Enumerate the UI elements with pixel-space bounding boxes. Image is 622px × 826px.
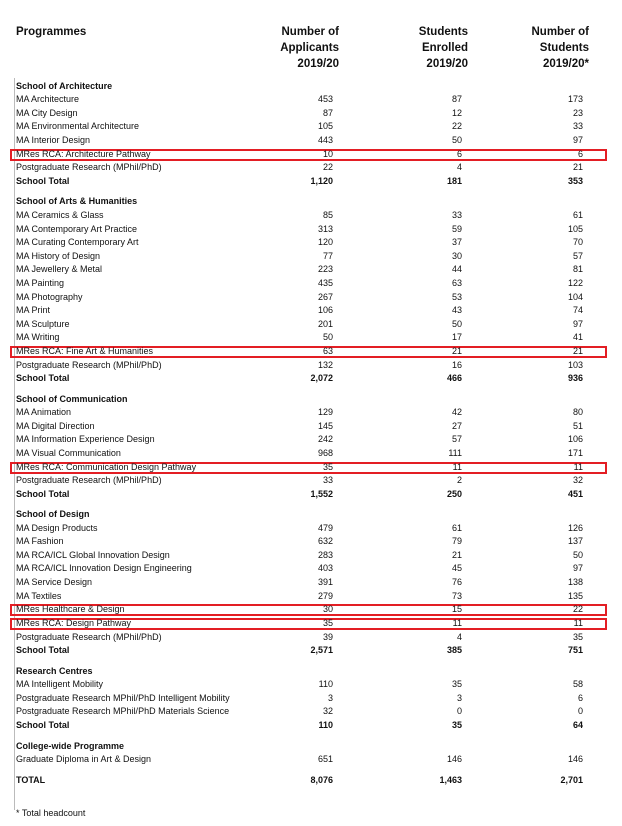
enrolled-value: 6	[456, 149, 462, 159]
students-value: 58	[572, 679, 583, 689]
programme-name: Research Centres	[16, 666, 93, 676]
students-value: 2,701	[560, 775, 583, 785]
programme-row	[16, 209, 604, 223]
applicants-value: 35	[322, 618, 333, 628]
school-total-row	[16, 774, 604, 788]
programme-row	[16, 236, 604, 250]
enrolled-value: 4	[456, 632, 462, 642]
applicants-value: 2,571	[310, 645, 333, 655]
applicants-value: 85	[322, 210, 333, 220]
applicants-value: 435	[317, 278, 333, 288]
students-value: 97	[572, 319, 583, 329]
students-value: 50	[572, 550, 583, 560]
students-value: 105	[567, 224, 583, 234]
enrolled-value: 4	[456, 162, 462, 172]
applicants-value: 1,552	[310, 489, 333, 499]
applicants-value: 1,120	[310, 176, 333, 186]
programme-name: MA Jewellery & Metal	[16, 264, 103, 274]
enrolled-value: 30	[451, 251, 462, 261]
header-enrolled	[419, 24, 468, 72]
programme-name: MRes RCA: Communication Design Pathway	[16, 462, 197, 472]
programme-row	[16, 576, 604, 590]
programme-name: MA Fashion	[16, 536, 64, 546]
students-value: 104	[567, 292, 583, 302]
programme-row	[16, 263, 604, 277]
header-enrolled-line-3: 2019/20	[426, 58, 468, 70]
programme-row	[16, 93, 604, 107]
enrolled-value: 50	[451, 135, 462, 145]
students-value: 97	[572, 135, 583, 145]
students-value: 33	[572, 121, 583, 131]
programme-row	[16, 250, 604, 264]
students-value: 138	[567, 577, 583, 587]
students-value: 936	[567, 373, 583, 383]
header-programmes: Programmes	[16, 26, 87, 38]
header-students-line-1: Number of	[531, 26, 589, 38]
programme-name: Postgraduate Research MPhil/PhD Intelligent Mobility	[16, 693, 230, 703]
left-margin-rule	[14, 78, 15, 810]
programme-row	[16, 120, 604, 134]
programme-row	[16, 692, 604, 706]
school-total-row	[16, 488, 604, 502]
enrolled-value: 87	[451, 94, 462, 104]
students-value: 21	[572, 346, 583, 356]
enrolled-value: 250	[446, 489, 462, 499]
enrolled-value: 1,463	[439, 775, 462, 785]
enrolled-value: 21	[451, 550, 462, 560]
enrolled-value: 79	[451, 536, 462, 546]
students-value: 353	[567, 176, 583, 186]
programme-name: MA Environmental Architecture	[16, 121, 140, 131]
enrolled-value: 73	[451, 591, 462, 601]
applicants-value: 129	[317, 407, 333, 417]
programme-name: MA Textiles	[16, 591, 62, 601]
school-heading-row	[16, 195, 604, 209]
programme-name: MA Information Experience Design	[16, 434, 155, 444]
header-students	[532, 24, 590, 72]
programme-row	[16, 161, 604, 175]
applicants-value: 50	[322, 332, 333, 342]
applicants-value: 33	[322, 475, 333, 485]
students-value: 41	[572, 332, 583, 342]
school-heading-row	[16, 665, 604, 679]
header-applicants-line-3: 2019/20	[297, 58, 339, 70]
students-value: 137	[567, 536, 583, 546]
programme-name: School of Architecture	[16, 81, 113, 91]
header-students-line-3: 2019/20*	[542, 58, 589, 70]
programme-name: Postgraduate Research MPhil/PhD Materials Science	[16, 706, 230, 716]
programme-row	[16, 359, 604, 373]
students-value: 64	[572, 720, 583, 730]
students-value: 135	[567, 591, 583, 601]
students-value: 35	[572, 632, 583, 642]
programme-name: MA Animation	[16, 407, 72, 417]
enrolled-value: 21	[451, 346, 462, 356]
header-enrolled-line-1: Students	[418, 26, 468, 38]
programme-row	[16, 447, 604, 461]
students-value: 6	[577, 693, 583, 703]
programme-name: School Total	[16, 720, 70, 730]
programme-name: MA Curating Contemporary Art	[16, 237, 139, 247]
school-total-row	[16, 719, 604, 733]
programme-row	[16, 223, 604, 237]
applicants-value: 145	[317, 421, 333, 431]
programme-row	[16, 535, 604, 549]
enrolled-value: 44	[451, 264, 462, 274]
programme-name: Postgraduate Research (MPhil/PhD)	[16, 162, 162, 172]
programme-name: School Total	[16, 489, 70, 499]
students-value: 106	[567, 434, 583, 444]
applicants-value: 2,072	[310, 373, 333, 383]
header-enrolled-line-2: Enrolled	[421, 42, 468, 54]
programme-name: MA Photography	[16, 292, 83, 302]
programme-name: School Total	[16, 645, 70, 655]
programme-name: College-wide Programme	[16, 741, 125, 751]
enrolled-value: 146	[446, 754, 462, 764]
programme-row	[16, 107, 604, 121]
programme-name: MA Ceramics & Glass	[16, 210, 104, 220]
programme-name: School Total	[16, 373, 70, 383]
enrolled-value: 11	[452, 462, 462, 472]
enrolled-value: 43	[451, 305, 462, 315]
students-value: 751	[567, 645, 583, 655]
programme-name: MA Digital Direction	[16, 421, 95, 431]
programme-name: MRes Healthcare & Design	[16, 604, 125, 614]
header-applicants-line-1: Number of	[281, 26, 339, 38]
programme-row	[16, 753, 604, 767]
programme-name: MA Service Design	[16, 577, 93, 587]
applicants-value: 968	[317, 448, 333, 458]
applicants-value: 10	[322, 149, 333, 159]
applicants-value: 132	[317, 360, 333, 370]
applicants-value: 39	[322, 632, 333, 642]
programme-name: MA Visual Communication	[16, 448, 121, 458]
programme-row	[16, 705, 604, 719]
enrolled-value: 12	[451, 108, 462, 118]
programme-row	[16, 678, 604, 692]
students-value: 146	[567, 754, 583, 764]
programme-row	[16, 331, 604, 345]
students-value: 81	[572, 264, 583, 274]
programme-row	[16, 318, 604, 332]
students-value: 103	[567, 360, 583, 370]
programme-name: School Total	[16, 176, 70, 186]
students-value: 11	[573, 618, 583, 628]
school-heading-row	[16, 508, 604, 522]
school-total-row	[16, 644, 604, 658]
applicants-value: 391	[317, 577, 333, 587]
enrolled-value: 57	[451, 434, 462, 444]
programme-name: MA Writing	[16, 332, 60, 342]
programme-row	[16, 148, 604, 162]
applicants-value: 479	[317, 523, 333, 533]
school-heading-row	[16, 740, 604, 754]
enrolled-value: 33	[451, 210, 462, 220]
applicants-value: 3	[327, 693, 333, 703]
applicants-value: 35	[322, 462, 333, 472]
enrolled-value: 42	[451, 407, 462, 417]
applicants-value: 8,076	[310, 775, 333, 785]
applicants-value: 63	[322, 346, 333, 356]
enrolled-value: 35	[451, 679, 462, 689]
applicants-value: 651	[317, 754, 333, 764]
applicants-value: 267	[317, 292, 333, 302]
programme-row	[16, 603, 604, 617]
applicants-value: 77	[322, 251, 333, 261]
enrolled-value: 11	[452, 618, 462, 628]
programme-name: MA Contemporary Art Practice	[16, 224, 138, 234]
programme-row	[16, 134, 604, 148]
enrolled-value: 17	[451, 332, 462, 342]
enrolled-value: 111	[448, 448, 462, 458]
programme-name: School of Communication	[16, 394, 128, 404]
applicants-value: 279	[317, 591, 333, 601]
enrolled-value: 45	[451, 563, 462, 573]
applicants-value: 105	[317, 121, 333, 131]
students-value: 6	[577, 149, 583, 159]
enrolled-value: 16	[451, 360, 462, 370]
applicants-value: 632	[317, 536, 333, 546]
school-heading-row	[16, 393, 604, 407]
enrolled-value: 385	[446, 645, 462, 655]
programme-row	[16, 522, 604, 536]
students-value: 0	[577, 706, 583, 716]
programme-name: MRes RCA: Architecture Pathway	[16, 149, 151, 159]
students-value: 23	[572, 108, 583, 118]
students-value: 22	[572, 604, 583, 614]
students-value: 74	[572, 305, 583, 315]
students-value: 32	[572, 475, 583, 485]
programme-name: MA Sculpture	[16, 319, 70, 329]
programme-row	[16, 291, 604, 305]
enrolled-value: 59	[451, 224, 462, 234]
enrolled-value: 3	[456, 693, 462, 703]
enrolled-value: 35	[451, 720, 462, 730]
programme-name: MA Intelligent Mobility	[16, 679, 104, 689]
students-value: 57	[572, 251, 583, 261]
programme-row	[16, 631, 604, 645]
programme-name: MA Architecture	[16, 94, 80, 104]
header-students-line-2: Students	[539, 42, 589, 54]
applicants-value: 110	[318, 679, 333, 689]
enrolled-value: 50	[451, 319, 462, 329]
applicants-value: 120	[317, 237, 333, 247]
programme-row	[16, 304, 604, 318]
students-value: 80	[572, 407, 583, 417]
applicants-value: 30	[322, 604, 333, 614]
enrolled-value: 466	[446, 373, 462, 383]
enrolled-value: 181	[446, 176, 462, 186]
applicants-value: 453	[317, 94, 333, 104]
programme-name: TOTAL	[16, 775, 46, 785]
programme-name: Postgraduate Research (MPhil/PhD)	[16, 632, 162, 642]
programme-row	[16, 461, 604, 475]
header-applicants	[280, 24, 339, 72]
programme-name: MA Print	[16, 305, 51, 315]
applicants-value: 223	[317, 264, 333, 274]
students-value: 173	[567, 94, 583, 104]
programme-name: School of Arts & Humanities	[16, 196, 138, 206]
applicants-value: 110	[318, 720, 333, 730]
school-total-row	[16, 175, 604, 189]
school-heading-row	[16, 80, 604, 94]
enrolled-value: 63	[451, 278, 462, 288]
programme-name: MA Design Products	[16, 523, 98, 533]
enrolled-value: 22	[451, 121, 462, 131]
students-value: 451	[567, 489, 583, 499]
enrolled-value: 2	[456, 475, 462, 485]
students-value: 122	[567, 278, 583, 288]
applicants-value: 283	[317, 550, 333, 560]
programme-name: School of Design	[16, 509, 90, 519]
applicants-value: 242	[317, 434, 333, 444]
enrolled-value: 53	[451, 292, 462, 302]
programme-name: MRes RCA: Fine Art & Humanities	[16, 346, 154, 356]
students-value: 51	[572, 421, 583, 431]
programme-name: MA City Design	[16, 108, 78, 118]
applicants-value: 106	[317, 305, 333, 315]
enrolled-value: 27	[451, 421, 462, 431]
footnote: * Total headcount	[16, 808, 86, 818]
students-value: 61	[572, 210, 583, 220]
applicants-value: 403	[317, 563, 333, 573]
programme-row	[16, 617, 604, 631]
applicants-value: 87	[322, 108, 333, 118]
students-value: 70	[572, 237, 583, 247]
programme-row	[16, 474, 604, 488]
enrolled-value: 37	[451, 237, 462, 247]
header-applicants-line-2: Applicants	[280, 42, 339, 54]
applicants-value: 443	[317, 135, 333, 145]
students-value: 11	[573, 462, 583, 472]
programme-name: MA RCA/ICL Global Innovation Design	[16, 550, 170, 560]
programme-row	[16, 590, 604, 604]
students-value: 126	[567, 523, 583, 533]
programme-row	[16, 420, 604, 434]
school-total-row	[16, 372, 604, 386]
programme-row	[16, 549, 604, 563]
programme-name: MA History of Design	[16, 251, 101, 261]
applicants-value: 32	[322, 706, 333, 716]
applicants-value: 22	[322, 162, 333, 172]
applicants-value: 313	[317, 224, 333, 234]
applicants-value: 201	[317, 319, 333, 329]
enrolled-value: 61	[451, 523, 462, 533]
programme-row	[16, 433, 604, 447]
programme-row	[16, 406, 604, 420]
enrolled-value: 0	[456, 706, 462, 716]
students-value: 97	[572, 563, 583, 573]
programme-name: Postgraduate Research (MPhil/PhD)	[16, 475, 162, 485]
enrolled-value: 76	[451, 577, 462, 587]
programme-name: MA Painting	[16, 278, 65, 288]
programme-row	[16, 277, 604, 291]
programme-name: MA RCA/ICL Innovation Design Engineering	[16, 563, 192, 573]
students-value: 171	[567, 448, 583, 458]
programme-row	[16, 345, 604, 359]
enrolled-value: 15	[451, 604, 462, 614]
programme-name: MRes RCA: Design Pathway	[16, 618, 132, 628]
programme-row	[16, 562, 604, 576]
programme-name: MA Interior Design	[16, 135, 91, 145]
programme-name: Graduate Diploma in Art & Design	[16, 754, 152, 764]
programme-name: Postgraduate Research (MPhil/PhD)	[16, 360, 162, 370]
students-value: 21	[572, 162, 583, 172]
